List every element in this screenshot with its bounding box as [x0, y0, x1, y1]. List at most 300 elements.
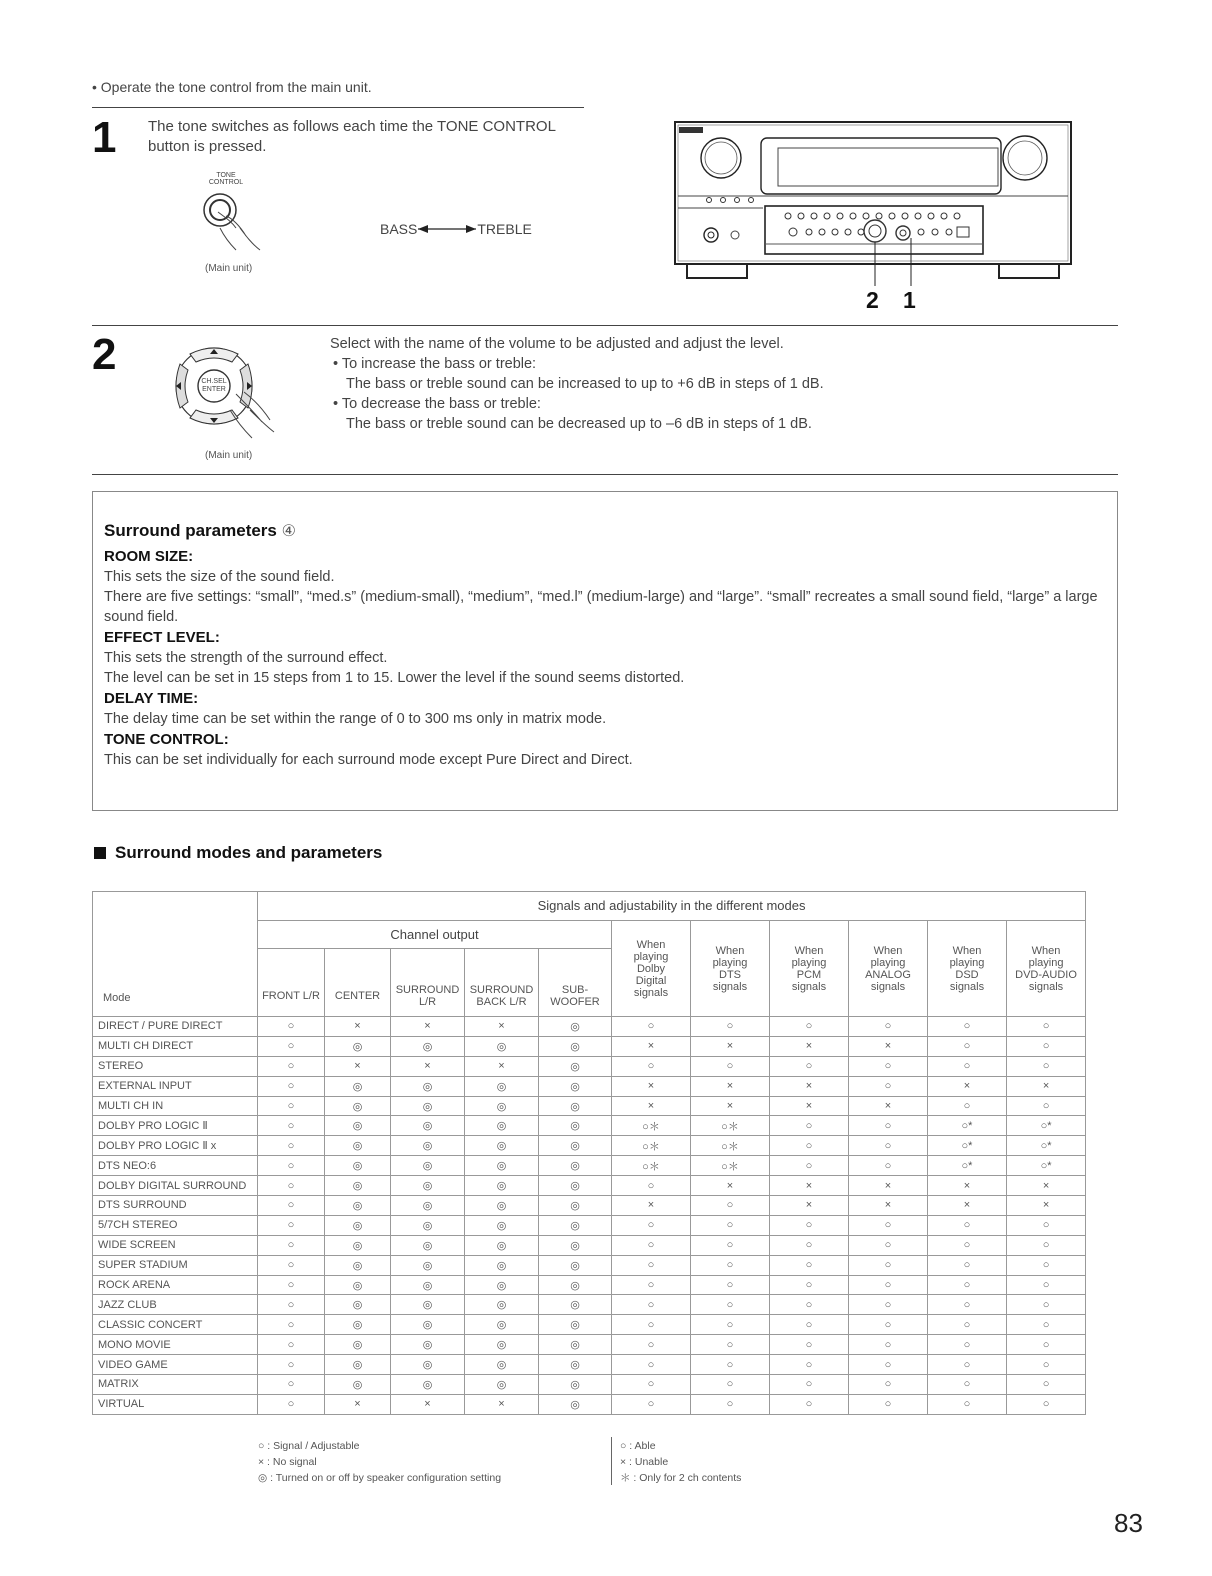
table-cell: ○	[691, 1056, 770, 1076]
table-cell: ○	[691, 1196, 770, 1216]
table-cell: ○	[691, 1235, 770, 1255]
table-row	[93, 1156, 1086, 1176]
tone-control-button-icon	[196, 188, 276, 268]
table-cell: ◎	[539, 1335, 612, 1355]
table-cell: ◎	[539, 1176, 612, 1196]
table-row	[93, 1116, 1086, 1136]
table-cell: ◎	[391, 1136, 465, 1156]
table-cell: ○	[770, 1295, 849, 1315]
table-cell: ○	[770, 1255, 849, 1275]
mode-name: DTS SURROUND	[93, 1196, 258, 1216]
table-row	[93, 1176, 1086, 1196]
table-cell: ◎	[325, 1315, 391, 1335]
col-pcm: When playing PCM signals	[770, 921, 849, 1017]
table-cell: ○＊	[612, 1156, 691, 1176]
step-number: 1	[92, 113, 117, 162]
table-cell: ×	[612, 1076, 691, 1096]
table-cell: ○	[770, 1056, 849, 1076]
legend-right: ○ : Able × : Unable ＊ : Only for 2 ch contents	[620, 1440, 742, 1484]
table-cell: ×	[1007, 1196, 1086, 1216]
table-cell: ○	[258, 1275, 325, 1295]
table-row	[93, 1394, 1086, 1414]
table-cell: ○	[258, 1295, 325, 1315]
table-cell: ○	[770, 1355, 849, 1375]
mode-name: DOLBY PRO LOGIC Ⅱ x	[93, 1136, 258, 1156]
mode-name: DIRECT / PURE DIRECT	[93, 1017, 258, 1037]
table-cell: ○	[258, 1394, 325, 1414]
main-unit-caption: (Main unit)	[205, 450, 253, 461]
table-cell: ×	[691, 1036, 770, 1056]
table-cell: ○	[928, 1394, 1007, 1414]
table-cell: ○	[849, 1275, 928, 1295]
table-cell: ○	[849, 1335, 928, 1355]
table-cell: ×	[612, 1196, 691, 1216]
col-mode: Mode	[93, 892, 258, 1017]
table-cell: ○	[612, 1215, 691, 1235]
table-cell: ○	[849, 1295, 928, 1315]
table-cell: ○	[612, 1255, 691, 1275]
table-cell: ◎	[539, 1394, 612, 1414]
table-cell: ○	[928, 1255, 1007, 1275]
table-cell: ×	[849, 1036, 928, 1056]
table-row	[93, 1355, 1086, 1375]
table-cell: ◎	[391, 1196, 465, 1216]
mode-name: WIDE SCREEN	[93, 1235, 258, 1255]
effect-level-heading: EFFECT LEVEL:	[104, 629, 220, 646]
page-number: 83	[1114, 1508, 1143, 1538]
table-cell: ◎	[465, 1176, 539, 1196]
table-cell: ○	[849, 1375, 928, 1395]
table-cell: ○	[612, 1176, 691, 1196]
table-cell: ◎	[539, 1355, 612, 1375]
table-cell: ◎	[391, 1255, 465, 1275]
table-cell: ×	[849, 1196, 928, 1216]
table-cell: ○	[1007, 1036, 1086, 1056]
table-cell: ◎	[465, 1136, 539, 1156]
table-cell: ◎	[325, 1156, 391, 1176]
table-cell: ○*	[1007, 1156, 1086, 1176]
table-cell: ×	[1007, 1076, 1086, 1096]
table-cell: ○	[849, 1235, 928, 1255]
table-cell: ○	[1007, 1235, 1086, 1255]
table-cell: ◎	[325, 1196, 391, 1216]
table-row	[93, 1315, 1086, 1335]
table-cell: ×	[770, 1076, 849, 1096]
table-cell: ○	[258, 1196, 325, 1216]
table-cell: ×	[465, 1017, 539, 1037]
table-cell: ○	[258, 1335, 325, 1355]
table-cell: ◎	[465, 1255, 539, 1275]
col-dvd-audio: When playing DVD-AUDIO signals	[1007, 921, 1086, 1017]
divider	[92, 474, 1118, 475]
table-cell: ◎	[325, 1096, 391, 1116]
table-cell: ×	[849, 1096, 928, 1116]
table-cell: ×	[691, 1076, 770, 1096]
table-cell: ◎	[325, 1235, 391, 1255]
table-cell: ○	[1007, 1375, 1086, 1395]
table-cell: ○	[1007, 1215, 1086, 1235]
legend-left: ○ : Signal / Adjustable × : No signal ◎ : Turned on or off by speaker configuration setting	[258, 1440, 502, 1484]
table-cell: ◎	[539, 1076, 612, 1096]
mode-name: MATRIX	[93, 1375, 258, 1395]
table-row	[93, 1017, 1086, 1037]
table-cell: ○	[258, 1355, 325, 1375]
table-cell: ○	[691, 1375, 770, 1395]
table-cell: ◎	[391, 1116, 465, 1136]
table-cell: ×	[770, 1096, 849, 1116]
table-cell: ○	[258, 1235, 325, 1255]
table-cell: ○	[1007, 1056, 1086, 1076]
table-cell: ×	[691, 1176, 770, 1196]
table-cell: ○	[1007, 1295, 1086, 1315]
table-cell: ○	[1007, 1255, 1086, 1275]
table-cell: ◎	[465, 1116, 539, 1136]
table-cell: ◎	[325, 1255, 391, 1275]
col-analog: When playing ANALOG signals	[849, 921, 928, 1017]
table-cell: ◎	[391, 1315, 465, 1335]
table-cell: ×	[1007, 1176, 1086, 1196]
table-cell: ○*	[928, 1136, 1007, 1156]
table-cell: ○	[691, 1394, 770, 1414]
table-cell: ◎	[539, 1156, 612, 1176]
table-cell: ◎	[325, 1036, 391, 1056]
surround-parameters-body: ROOM SIZE: This sets the size of the sound field. There are five settings: “small”, “med.s” (medium-small), “medium”, “med.l” (medium-large) and “large”. “small” recreates a small sound field, “large” a large sound field. EFFECT LEVEL: This sets the strength of the surround effect. The level can be set in 15 steps from 1 to 15. Lower the level if the sound seems distorted. DELAY TIME: The delay time can be set within the range of 0 to 300 ms only in matrix mode. TONE CONTROL: This can be set individually for each surround mode except Pure Direct and Direct.	[104, 546, 1114, 770]
col-surround: SURROUND L/R	[391, 949, 465, 1017]
table-row	[93, 1275, 1086, 1295]
table-cell: ×	[770, 1036, 849, 1056]
table-cell: ◎	[325, 1116, 391, 1136]
table-cell: ○	[258, 1076, 325, 1096]
col-front: FRONT L/R	[258, 949, 325, 1017]
table-cell: ○＊	[691, 1136, 770, 1156]
table-cell: ○	[849, 1156, 928, 1176]
table-cell: ◎	[465, 1196, 539, 1216]
table-cell: ○	[1007, 1096, 1086, 1116]
table-cell: ×	[770, 1176, 849, 1196]
table-cell: ○	[770, 1315, 849, 1335]
table-cell: ○	[928, 1295, 1007, 1315]
table-cell: ○	[770, 1235, 849, 1255]
double-arrow-icon	[418, 224, 476, 234]
table-row	[93, 1036, 1086, 1056]
table-cell: ○	[612, 1056, 691, 1076]
table-cell: ×	[391, 1017, 465, 1037]
table-cell: ○	[928, 1315, 1007, 1335]
mode-name: CLASSIC CONCERT	[93, 1315, 258, 1335]
table-cell: ◎	[465, 1156, 539, 1176]
callout-1: 1	[903, 287, 916, 313]
table-cell: ◎	[465, 1076, 539, 1096]
header-signals: Signals and adjustability in the different modes	[258, 892, 1086, 921]
table-cell: ◎	[391, 1355, 465, 1375]
table-cell: ○	[770, 1215, 849, 1235]
table-cell: ○*	[928, 1116, 1007, 1136]
step1-text: The tone switches as follows each time the TONE CONTROL button is pressed.	[148, 118, 556, 155]
table-cell: ○	[258, 1255, 325, 1275]
table-cell: ×	[325, 1394, 391, 1414]
table-cell: ○	[849, 1076, 928, 1096]
mode-name: MONO MOVIE	[93, 1335, 258, 1355]
table-cell: ◎	[391, 1096, 465, 1116]
table-cell: ○	[612, 1355, 691, 1375]
table-cell: ◎	[391, 1176, 465, 1196]
mode-name: DTS NEO:6	[93, 1156, 258, 1176]
table-cell: ○	[258, 1036, 325, 1056]
table-cell: ×	[391, 1056, 465, 1076]
table-cell: ○	[849, 1255, 928, 1275]
table-cell: ○	[258, 1056, 325, 1076]
table-cell: ◎	[391, 1235, 465, 1255]
table-cell: ◎	[325, 1136, 391, 1156]
table-cell: ○	[1007, 1335, 1086, 1355]
divider	[92, 325, 1118, 326]
col-center: CENTER	[325, 949, 391, 1017]
table-row	[93, 1056, 1086, 1076]
table-cell: ×	[928, 1176, 1007, 1196]
table-cell: ○	[849, 1315, 928, 1335]
table-cell: ○	[849, 1355, 928, 1375]
ch-sel-enter-dial-icon	[170, 340, 310, 446]
table-row	[93, 1215, 1086, 1235]
table-cell: ◎	[325, 1215, 391, 1235]
table-cell: ×	[325, 1056, 391, 1076]
table-cell: ○*	[928, 1156, 1007, 1176]
table-cell: ◎	[391, 1375, 465, 1395]
table-cell: ×	[928, 1196, 1007, 1216]
table-cell: ○	[1007, 1394, 1086, 1414]
table-row	[93, 1096, 1086, 1116]
table-cell: ×	[612, 1096, 691, 1116]
table-cell: ◎	[465, 1355, 539, 1375]
table-cell: ◎	[539, 1315, 612, 1335]
table-cell: ○	[928, 1215, 1007, 1235]
table-cell: ○	[258, 1096, 325, 1116]
mode-name: VIRTUAL	[93, 1394, 258, 1414]
table-cell: ×	[612, 1036, 691, 1056]
table-cell: ◎	[465, 1096, 539, 1116]
table-cell: ○＊	[691, 1116, 770, 1136]
table-cell: ○	[612, 1017, 691, 1037]
table-cell: ○	[770, 1275, 849, 1295]
table-row	[93, 1375, 1086, 1395]
table-cell: ◎	[539, 1116, 612, 1136]
mode-name: STEREO	[93, 1056, 258, 1076]
table-cell: ×	[465, 1394, 539, 1414]
mode-name: VIDEO GAME	[93, 1355, 258, 1375]
table-cell: ○	[928, 1335, 1007, 1355]
tone-control-label: TONE CONTROL	[208, 172, 244, 186]
table-row	[93, 1136, 1086, 1156]
mode-name: JAZZ CLUB	[93, 1295, 258, 1315]
table-cell: ◎	[391, 1076, 465, 1096]
table-cell: ○	[691, 1275, 770, 1295]
table-cell: ○	[770, 1136, 849, 1156]
table-cell: ○	[258, 1116, 325, 1136]
table-row	[93, 1235, 1086, 1255]
table-cell: ○	[691, 1255, 770, 1275]
table-cell: ◎	[391, 1335, 465, 1355]
table-cell: ○	[612, 1394, 691, 1414]
table-cell: ○	[770, 1375, 849, 1395]
surround-modes-title: Surround modes and parameters	[94, 843, 382, 863]
header-channel-output: Channel output	[258, 921, 612, 949]
table-cell: ◎	[539, 1196, 612, 1216]
intro-bullet: • Operate the tone control from the main unit.	[92, 79, 372, 95]
table-cell: ○	[1007, 1017, 1086, 1037]
step-number: 2	[92, 330, 117, 379]
table-cell: ◎	[325, 1176, 391, 1196]
mode-name: EXTERNAL INPUT	[93, 1076, 258, 1096]
table-cell: ○	[1007, 1275, 1086, 1295]
table-cell: ×	[770, 1196, 849, 1216]
table-cell: ×	[691, 1096, 770, 1116]
surround-parameters-title: Surround parameters ④	[104, 521, 296, 540]
callout-2: 2	[866, 287, 879, 313]
table-row	[93, 1255, 1086, 1275]
table-cell: ○	[691, 1315, 770, 1335]
table-cell: ○	[258, 1375, 325, 1395]
table-cell: ○	[928, 1017, 1007, 1037]
table-cell: ○*	[1007, 1136, 1086, 1156]
table-cell: ◎	[325, 1335, 391, 1355]
table-cell: ◎	[465, 1235, 539, 1255]
col-dolby: When playing Dolby Digital signals	[612, 921, 691, 1017]
table-cell: ○	[691, 1295, 770, 1315]
table-cell: ×	[928, 1076, 1007, 1096]
table-cell: ○	[612, 1335, 691, 1355]
table-row	[93, 1335, 1086, 1355]
table-cell: ○	[612, 1315, 691, 1335]
reference-mark: ④	[281, 523, 296, 540]
table-cell: ○＊	[691, 1156, 770, 1176]
bass-treble-toggle: BASS TREBLE	[380, 221, 532, 237]
table-cell: ◎	[539, 1096, 612, 1116]
mode-name: DOLBY PRO LOGIC Ⅱ	[93, 1116, 258, 1136]
delay-time-heading: DELAY TIME:	[104, 690, 199, 707]
surround-modes-table	[92, 891, 1086, 1415]
table-cell: ×	[465, 1056, 539, 1076]
col-surround-back: SURROUND BACK L/R	[465, 949, 539, 1017]
table-cell: ◎	[539, 1136, 612, 1156]
table-cell: ○	[258, 1156, 325, 1176]
table-cell: ○	[691, 1017, 770, 1037]
table-cell: ○	[928, 1275, 1007, 1295]
mode-name: MULTI CH IN	[93, 1096, 258, 1116]
table-cell: ○	[770, 1394, 849, 1414]
table-cell: ◎	[391, 1036, 465, 1056]
table-row	[93, 1076, 1086, 1096]
table-cell: ○＊	[612, 1116, 691, 1136]
table-cell: ○	[849, 1215, 928, 1235]
table-cell: ○	[258, 1215, 325, 1235]
table-cell: ○	[928, 1056, 1007, 1076]
table-row	[93, 1196, 1086, 1216]
table-cell: ○	[928, 1096, 1007, 1116]
table-cell: ◎	[325, 1295, 391, 1315]
table-cell: ○	[612, 1295, 691, 1315]
col-subwoofer: SUB- WOOFER	[539, 949, 612, 1017]
table-cell: ○	[258, 1176, 325, 1196]
table-cell: ○	[258, 1136, 325, 1156]
table-cell: ○	[849, 1394, 928, 1414]
table-cell: ◎	[465, 1295, 539, 1315]
table-cell: ◎	[539, 1375, 612, 1395]
table-cell: ○	[770, 1156, 849, 1176]
col-dts: When playing DTS signals	[691, 921, 770, 1017]
table-cell: ○	[849, 1017, 928, 1037]
table-cell: ◎	[539, 1275, 612, 1295]
table-cell: ◎	[539, 1017, 612, 1037]
table-cell: ◎	[539, 1215, 612, 1235]
table-cell: ◎	[325, 1355, 391, 1375]
table-row	[93, 1295, 1086, 1315]
table-cell: ○	[849, 1056, 928, 1076]
table-cell: ×	[849, 1176, 928, 1196]
table-cell: ◎	[391, 1215, 465, 1235]
tone-control-heading: TONE CONTROL:	[104, 731, 229, 748]
table-cell: ○	[849, 1136, 928, 1156]
table-cell: ◎	[539, 1235, 612, 1255]
table-cell: ○	[928, 1355, 1007, 1375]
table-cell: ○	[612, 1275, 691, 1295]
table-cell: ◎	[539, 1295, 612, 1315]
table-cell: ○	[928, 1375, 1007, 1395]
table-cell: ○	[770, 1335, 849, 1355]
col-dsd: When playing DSD signals	[928, 921, 1007, 1017]
table-cell: ◎	[539, 1255, 612, 1275]
table-cell: ○	[258, 1315, 325, 1335]
divider	[92, 107, 584, 108]
table-cell: ×	[391, 1394, 465, 1414]
table-cell: ◎	[465, 1315, 539, 1335]
mode-name: MULTI CH DIRECT	[93, 1036, 258, 1056]
table-cell: ◎	[465, 1215, 539, 1235]
table-cell: ○	[928, 1036, 1007, 1056]
square-bullet-icon	[94, 847, 106, 859]
table-cell: ◎	[465, 1375, 539, 1395]
table-cell: ○	[691, 1335, 770, 1355]
table-cell: ○	[691, 1355, 770, 1375]
table-cell: ○	[612, 1375, 691, 1395]
table-cell: ○	[849, 1116, 928, 1136]
step2-text: Select with the name of the volume to be adjusted and adjust the level. • To increase the bass or treble: The bass or treble sound can be increased to up to +6 dB in steps of 1 dB. • To decrease the bass or treble: The bass or treble sound can be decreased up to –6 dB in steps of 1 dB.	[330, 336, 824, 432]
table-cell: ◎	[465, 1335, 539, 1355]
table-cell: ◎	[465, 1275, 539, 1295]
table-cell: ◎	[391, 1156, 465, 1176]
mode-name: ROCK ARENA	[93, 1275, 258, 1295]
table-cell: ○＊	[612, 1136, 691, 1156]
table-cell: ○	[1007, 1315, 1086, 1335]
table-cell: ×	[325, 1017, 391, 1037]
table-cell: ◎	[539, 1036, 612, 1056]
table-cell: ◎	[325, 1076, 391, 1096]
table-cell: ◎	[325, 1375, 391, 1395]
table-cell: ○	[258, 1017, 325, 1037]
table-cell: ○*	[1007, 1116, 1086, 1136]
table-cell: ○	[612, 1235, 691, 1255]
table-cell: ◎	[391, 1275, 465, 1295]
legend-divider	[611, 1437, 612, 1485]
main-unit-caption: (Main unit)	[205, 263, 253, 274]
table-cell: ○	[928, 1235, 1007, 1255]
table-cell: ○	[770, 1116, 849, 1136]
mode-name: DOLBY DIGITAL SURROUND	[93, 1176, 258, 1196]
table-cell: ○	[691, 1215, 770, 1235]
dial-label: CH.SEL ENTER	[201, 378, 227, 393]
room-size-heading: ROOM SIZE:	[104, 548, 194, 565]
mode-name: SUPER STADIUM	[93, 1255, 258, 1275]
table-cell: ◎	[391, 1295, 465, 1315]
